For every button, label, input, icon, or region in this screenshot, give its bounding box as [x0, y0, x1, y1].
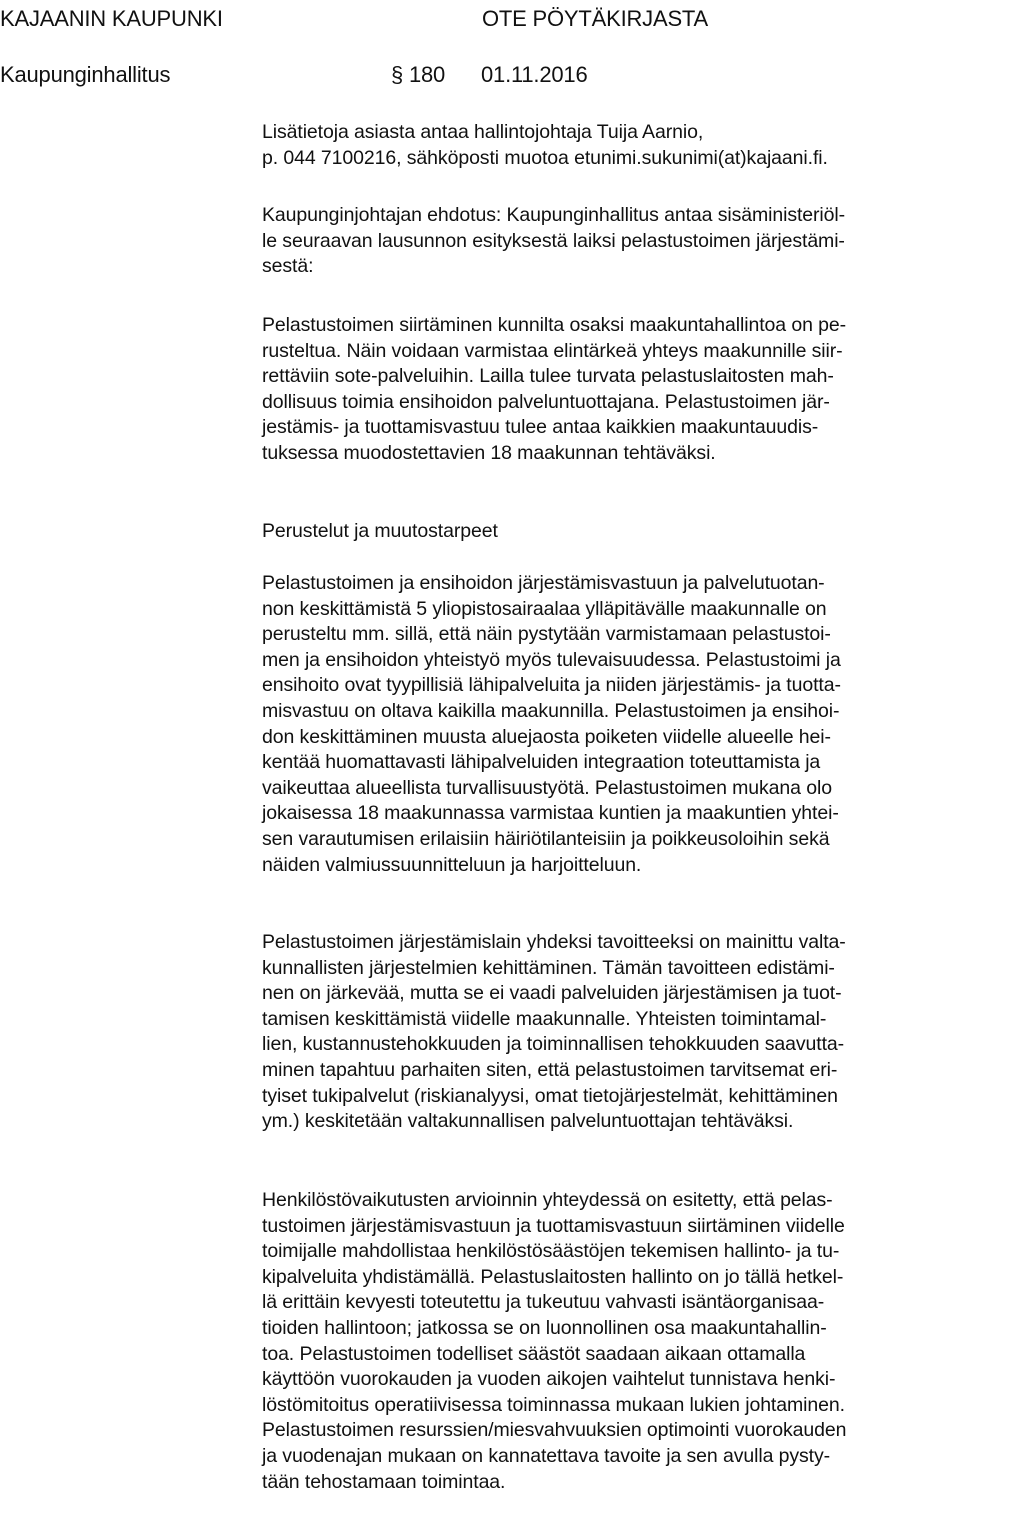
text-line: ensihoito ovat tyypillisiä lähipalveluita ja niiden järjestämis- ja tuotta-: [262, 674, 841, 697]
section-heading: [262, 519, 1024, 545]
paragraph-statement: [262, 313, 1024, 467]
text-line: lä erittäin kevyesti toteutettu ja tukeutuu vahvasti isäntäorganisaa-: [262, 1291, 825, 1314]
text-line: Perustelut ja muutostarpeet: [262, 520, 498, 542]
text-line: tään tehostamaan toimintaa.: [262, 1470, 506, 1493]
text-line: Pelastustoimen resurssien/miesvahvuuksien optimointi vuorokauden: [262, 1419, 847, 1442]
text-line: tustoimen järjestämisvastuun ja tuottamisvastuun siirtäminen viidelle: [262, 1214, 845, 1237]
text-line: toa. Pelastustoimen todelliset säästöt saadaan aikaan ottamalla: [262, 1342, 806, 1365]
meeting-date: 01.11.2016: [481, 62, 588, 87]
text-line: rettäviin sote-palveluihin. Lailla tulee turvata pelastuslaitosten mah-: [262, 365, 834, 388]
text-line: ja vuodenajan mukaan on kannatettava tavoite ja sen avulla pysty-: [262, 1444, 831, 1467]
text-line: Pelastustoimen järjestämislain yhdeksi tavoitteeksi on mainittu valta-: [262, 931, 846, 953]
text-line: käyttöön vuorokauden ja vuoden aikojen vaihtelut tunnistava henki-: [262, 1368, 836, 1391]
paragraph-basis-1: [262, 571, 1024, 878]
text-line: Pelastustoimen siirtäminen kunnilta osaksi maakuntahallintoa on pe-: [262, 314, 847, 336]
text-line: dollisuus toimia ensihoidon palveluntuottajana. Pelastustoimen jär-: [262, 390, 830, 413]
text-line: kipalveluita yhdistämällä. Pelastuslaitosten hallinto on jo tällä hetkel-: [262, 1265, 844, 1288]
document-type: OTE PÖYTÄKIRJASTA: [482, 6, 709, 31]
text-line: jokaisessa 18 maakunnassa varmistaa kuntien ja maakuntien yhtei-: [262, 802, 839, 825]
text-line: lien, kustannustehokkuuden ja toiminnallisen tehokkuuden saavutta-: [262, 1033, 845, 1056]
text-line: sen varautumisen erilaisiin häiriötilanteisiin ja poikkeusoloihin sekä: [262, 827, 830, 850]
text-line: Henkilöstövaikutusten arvioinnin yhteydessä on esitetty, että pelas-: [262, 1189, 833, 1211]
text-line: ym.) keskitetään valtakunnallisen palveluntuottajan tehtäväksi.: [262, 1110, 794, 1133]
text-line: misvastuu on oltava kaikilla maakunnilla. Pelastustoimen ja ensihoi-: [262, 699, 840, 722]
text-line: vaikeuttaa alueellista turvallisuustyötä. Pelastustoimen mukana olo: [262, 776, 832, 799]
text-line: jestämis- ja tuottamisvastuu tulee antaa kaikkien maakuntauudis-: [262, 416, 819, 439]
organization-name: KAJAANIN KAUPUNKI: [0, 6, 223, 31]
paragraph-basis-3: [262, 1188, 1024, 1495]
text-line: sestä:: [262, 255, 314, 278]
text-line: perusteltu mm. sillä, että näin pystytään varmistamaan pelastustoi-: [262, 623, 831, 646]
text-line: minen tapahtuu parhaiten siten, että pelastustoimen tarvitsemat eri-: [262, 1058, 838, 1081]
text-line: Pelastustoimen ja ensihoidon järjestämisvastuun ja palvelutuotan-: [262, 572, 825, 594]
paragraph-basis-2: [262, 930, 1024, 1135]
text-line: don keskittäminen muusta aluejaosta poiketen viidelle alueelle hei-: [262, 725, 831, 748]
decision-body: Kaupunginhallitus: [0, 62, 171, 87]
text-line: rusteltua. Näin voidaan varmistaa elintärkeä yhteys maakunnille siir-: [262, 339, 843, 362]
section-number: § 180: [391, 62, 446, 87]
paragraph-mayor-proposal: [262, 203, 1024, 280]
text-line: tuksessa muodostettavien 18 maakunnan tehtäväksi.: [262, 441, 716, 464]
text-line: toimijalle mahdollistaa henkilöstösäästöjen tekemisen hallinto- ja tu-: [262, 1240, 840, 1263]
text-line: kentää huomattavasti lähipalveluiden integraation toteuttamista ja: [262, 751, 821, 774]
text-line: le seuraavan lausunnon esityksestä laiksi pelastustoimen järjestämi-: [262, 229, 845, 252]
text-line: men ja ensihoidon yhteistyö myös tulevaisuudessa. Pelastustoimi ja: [262, 648, 841, 671]
text-line: tamisen keskittämistä viidelle maakunnalle. Yhteisten toimintamal-: [262, 1007, 827, 1030]
text-line: Lisätietoja asiasta antaa hallintojohtaja Tuija Aarnio,: [262, 121, 704, 143]
paragraph-contact-info: [262, 120, 1024, 171]
text-line: Kaupunginjohtajan ehdotus: Kaupunginhallitus antaa sisäministeriöl-: [262, 204, 846, 226]
text-line: kunnallisten järjestelmien kehittäminen. Tämän tavoitteen edistämi-: [262, 956, 835, 979]
text-line: nen on järkevää, mutta se ei vaadi palveluiden järjestämisen ja tuot-: [262, 982, 842, 1005]
text-line: p. 044 7100216, sähköposti muotoa etunimi.sukunimi(at)kajaani.fi.: [262, 146, 828, 169]
text-line: tioiden hallintoon; jatkossa se on luonnollinen osa maakuntahallin-: [262, 1316, 827, 1339]
text-line: tyiset tukipalvelut (riskianalyysi, omat tietojärjestelmät, kehittäminen: [262, 1084, 838, 1107]
text-line: löstömitoitus operatiivisessa toiminnassa mukaan lukien johtaminen.: [262, 1393, 845, 1416]
text-line: non keskittämistä 5 yliopistosairaalaa ylläpitävälle maakunnalle on: [262, 597, 827, 620]
text-line: näiden valmiussuunnitteluun ja harjoitteluun.: [262, 853, 642, 876]
